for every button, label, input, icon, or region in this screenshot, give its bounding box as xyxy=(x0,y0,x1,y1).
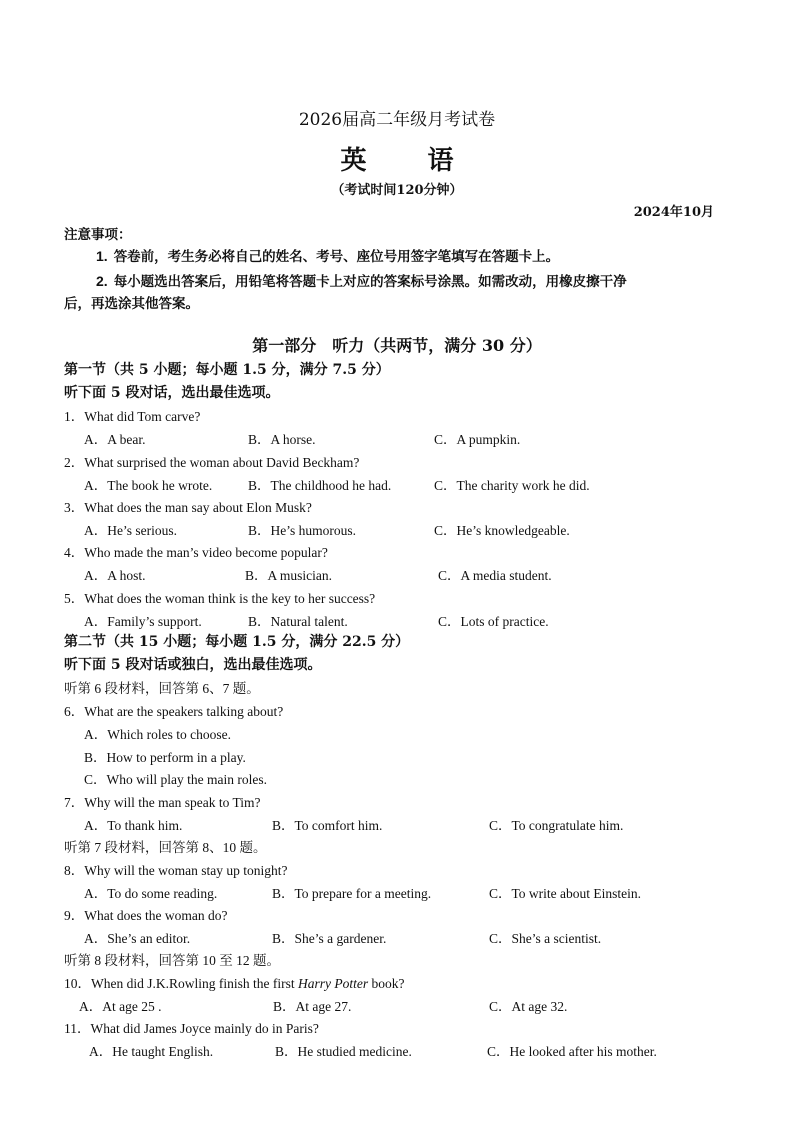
option-1b: B．A horse. xyxy=(248,432,316,447)
notice-item-2-continued: 后，再选涂其他答案。 xyxy=(64,296,199,312)
option-8c: C．To write about Einstein. xyxy=(489,886,642,901)
option-5c: C．Lots of practice. xyxy=(438,614,549,629)
option-7c: C．To congratulate him. xyxy=(489,818,624,833)
notice-item-2 xyxy=(96,270,627,290)
option-10c: C．At age 32. xyxy=(489,999,568,1014)
question-10-text-end: book? xyxy=(368,976,405,991)
option-5b: B．Natural talent. xyxy=(248,614,348,629)
exam-title: 2026届高二年级月考试卷 xyxy=(298,110,496,130)
option-5a: A．Family’s support. xyxy=(84,614,202,629)
option-8b: B．To prepare for a meeting. xyxy=(272,886,432,901)
option-10b: B．At age 27. xyxy=(273,999,352,1014)
option-2a: A．The book he wrote. xyxy=(84,478,213,493)
question-11: 11．What did James Joyce mainly do in Paris? xyxy=(64,1021,319,1036)
option-1a: A．A bear. xyxy=(84,432,146,447)
notice-item-number: 1. xyxy=(96,248,108,264)
option-8a: A．To do some reading. xyxy=(84,886,218,901)
notice-heading: 注意事项： xyxy=(64,227,132,243)
option-7b: B．To comfort him. xyxy=(272,818,383,833)
option-3c: C．He’s knowledgeable. xyxy=(434,523,570,538)
material-7-note: 听第 7 段材料，回答第 8、10 题。 xyxy=(64,840,267,855)
option-6b: B．How to perform in a play. xyxy=(84,750,246,765)
material-6-note: 听第 6 段材料，回答第 6、7 题。 xyxy=(64,681,260,696)
question-7: 7．Why will the man speak to Tim? xyxy=(64,795,261,810)
section1-instruction: 听下面 5 段对话，选出最佳选项。 xyxy=(64,385,280,401)
question-1: 1．What did Tom carve? xyxy=(64,409,201,424)
option-9a: A．She’s an editor. xyxy=(84,931,191,946)
notice-item-1 xyxy=(96,245,559,265)
option-9b: B．She’s a gardener. xyxy=(272,931,387,946)
part1-title: 第一部分 听力（共两节，满分 30 分） xyxy=(252,336,542,355)
question-5: 5．What does the woman think is the key to her success? xyxy=(64,591,376,606)
option-11b: B．He studied medicine. xyxy=(275,1044,412,1059)
question-6: 6．What are the speakers talking about? xyxy=(64,704,284,719)
option-4a: A．A host. xyxy=(84,568,146,583)
question-10 xyxy=(64,972,404,992)
section2-title: 第二节（共 15 小题；每小题 1.5 分，满分 22.5 分） xyxy=(64,634,410,650)
option-6a: A．Which roles to choose. xyxy=(84,727,231,742)
notice-item-number: 2. xyxy=(96,273,108,289)
question-10-text: 10．When did J.K.Rowling finish the first xyxy=(64,976,298,991)
question-9: 9．What does the woman do? xyxy=(64,908,228,923)
exam-time-note: （考试时间120分钟） xyxy=(331,183,463,198)
exam-date: 2024年10月 xyxy=(633,205,714,220)
option-11a: A．He taught English. xyxy=(89,1044,214,1059)
question-2: 2．What surprised the woman about David Beckham? xyxy=(64,455,360,470)
material-8-note: 听第 8 段材料，回答第 10 至 12 题。 xyxy=(64,953,280,968)
notice-item-text: 每小题选出答案后，用铅笔将答题卡上对应的答案标号涂黑。如需改动，用橡皮擦干净 xyxy=(113,274,627,290)
notice-item-text: 答卷前，考生务必将自己的姓名、考号、座位号用签字笔填写在答题卡上。 xyxy=(113,249,560,265)
option-2c: C．The charity work he did. xyxy=(434,478,590,493)
option-2b: B．The childhood he had. xyxy=(248,478,392,493)
question-4: 4．Who made the man’s video become popular? xyxy=(64,545,328,560)
option-4b: B．A musician. xyxy=(245,568,332,583)
option-10a: A．At age 25 . xyxy=(79,999,162,1014)
subject-title: 英 语 xyxy=(340,146,480,176)
question-3: 3．What does the man say about Elon Musk? xyxy=(64,500,312,515)
option-3a: A．He’s serious. xyxy=(84,523,177,538)
option-4c: C．A media student. xyxy=(438,568,552,583)
option-3b: B．He’s humorous. xyxy=(248,523,356,538)
option-11c: C．He looked after his mother. xyxy=(487,1044,657,1059)
option-6c: C．Who will play the main roles. xyxy=(84,772,267,787)
option-9c: C．She’s a scientist. xyxy=(489,931,602,946)
question-8: 8．Why will the woman stay up tonight? xyxy=(64,863,288,878)
section1-title: 第一节（共 5 小题；每小题 1.5 分，满分 7.5 分） xyxy=(64,362,390,378)
section2-instruction: 听下面 5 段对话或独白，选出最佳选项。 xyxy=(64,657,322,673)
book-title: Harry Potter xyxy=(297,976,369,991)
option-7a: A．To thank him. xyxy=(84,818,183,833)
option-1c: C．A pumpkin. xyxy=(434,432,521,447)
